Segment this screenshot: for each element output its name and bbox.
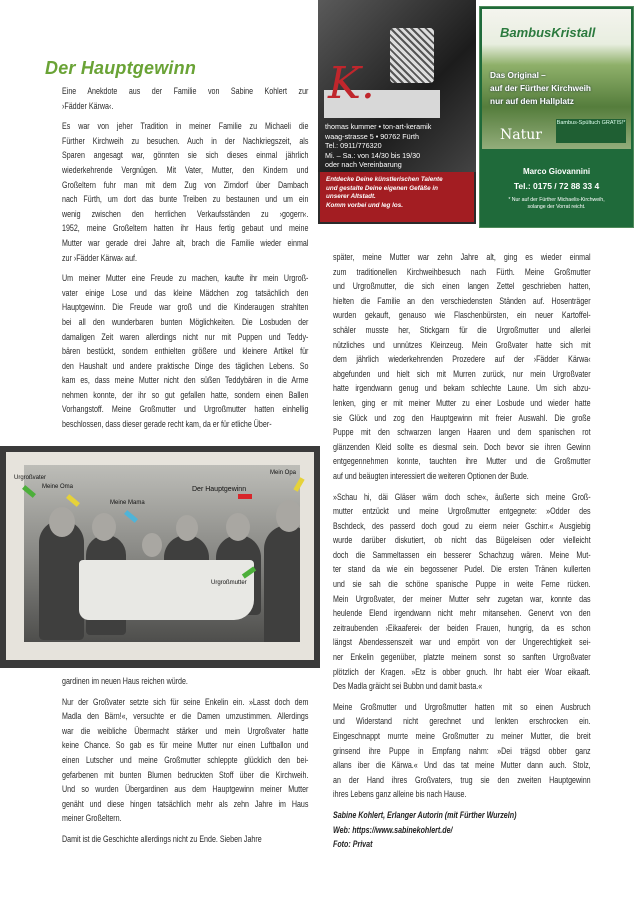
- text-line: an der Hand ihres Großvaters, trug sie den zweiten Hauptgewinn: [333, 774, 591, 785]
- ad-headline-line: nur auf dem Hallplatz: [490, 96, 574, 106]
- text-line: Sparen angesagt war, gönnten sie sich dieses einmal jährlich: [62, 150, 309, 161]
- text-line: wenig zwischen den herrlichen Verkaufsständen zu ›gogern‹.: [62, 208, 309, 219]
- text-line: Um meiner Mutter eine Freude zu machen, kaufte ihr mein Urgroß-: [62, 273, 309, 284]
- ad-natur-text: Natur: [500, 127, 542, 143]
- text-line: wurde darüber diskutiert, ob nicht das Bügeleisen oder vielleicht: [333, 535, 591, 546]
- text-line: glänzenden Kleid sollte es diesmal sein. Doch bevor sie ihren Gewinn: [333, 441, 591, 452]
- photo-label-mama: Meine Mama: [110, 500, 145, 506]
- paragraph: [333, 700, 591, 802]
- text-line: ter stand da wie ein begossener Pudel. Die ersten Tränen kullerten: [333, 564, 591, 575]
- text-line: ner Enkelin gegenüber, platzte meinem sonst so sanften Urgroßvater: [333, 652, 591, 663]
- text-line: zeitraubenden ›Eikaaferei‹ der beiden Frauen, hungrig, da es schon: [333, 622, 591, 633]
- text-line: hielten die Familie an den verschiedensten Ständen auf. Hosenträger: [333, 295, 591, 306]
- text-line: zum traditionellen Kirchweihbesuch nach Fürth. Meine Großmutter: [333, 266, 591, 277]
- person-head: [49, 507, 75, 537]
- photo-image: [24, 465, 300, 642]
- text-line: meiner Großeltern.: [62, 813, 122, 824]
- ad-info-line: waag-strasse 5 • 90762 Fürth: [325, 131, 420, 141]
- ad-contact-info: [325, 122, 431, 170]
- text-line: und Urgroßmutter, die sich einen langen Zettel geschrieben hatten,: [333, 281, 591, 292]
- ad-slogan-line: Entdecke Deine künstlerischen Talente: [326, 176, 443, 183]
- ad-headline-line: Das Original –: [490, 70, 546, 80]
- text-line: später, meine Mutter war zehn Jahre alt, ging es wieder einmal: [333, 252, 591, 262]
- ad-footnote: [480, 197, 633, 211]
- ad-slogan-line: Komm vorbei und leg los.: [326, 202, 403, 210]
- text-line: beschlossen, dass dieser gerade recht kam, da er für etliche Über-: [62, 419, 272, 430]
- text-line: Foto: Privat: [333, 839, 373, 850]
- text-line: Nur der Großvater setzte sich für seine Enkelin ein. »Lasst doch dem: [62, 696, 309, 707]
- text-line: Hauptgewinn. Die Freude war groß und die Kinderaugen strahlten: [62, 302, 309, 313]
- text-line: grinsend ihre Puppe in Empfang nahm: »Dei trägsd obber ganz: [333, 745, 591, 756]
- text-line: zur ›Fädder Kärwa‹ auf.: [62, 252, 137, 263]
- text-line: 1952, meine Großeltern hatten ihr Haus fertig gebaut und meine: [62, 223, 309, 234]
- paragraph: [333, 250, 591, 484]
- ad-headline: [490, 69, 591, 108]
- paragraph: [62, 271, 308, 432]
- article-column-left-bottom: [62, 674, 308, 853]
- text-line: längst Abendessenszeit war und empört von der Ungerechtigkeit sei-: [333, 637, 591, 648]
- text-line: schäler musste her, Stickgarn für die Urgroßmutter und allerlei: [333, 324, 591, 335]
- text-line: nach Fürth, um dort das bunte Treiben zu bestaunen und um ein: [62, 194, 309, 205]
- ad-footnote-line: * Nur auf der Fürther Michaelis-Kirchweih,: [508, 197, 605, 203]
- text-line: und sie sah die schöne spanische Puppe in weite Ferne rücken.: [333, 579, 591, 590]
- person-head: [176, 515, 198, 541]
- text-line: abgefunden und hielt sich mit Murren zurück, nur mein Urgroßvater: [333, 368, 591, 379]
- text-line: und Widerstand nicht gerechnet und lenkten erschrocken ein.: [333, 716, 591, 727]
- ceramic-vase-image: [390, 28, 434, 83]
- text-line: Es war von jeher Tradition in meiner Familie zu Michaeli die: [62, 121, 309, 132]
- text-line: Damit ist die Geschichte allerdings nicht zu Ende. Sieben Jahre: [62, 833, 262, 844]
- paragraph: [62, 832, 308, 847]
- photo-label-oma: Meine Oma: [42, 484, 74, 490]
- ad-slogan-box: [320, 172, 474, 222]
- text-line: Mutter war gerade drei Jahre alt, brach die Familie wieder einmal: [62, 237, 309, 248]
- article-column-left-top: [62, 84, 308, 438]
- paragraph: [62, 119, 308, 265]
- text-line: ›Fädder Kärwa‹.: [62, 100, 114, 111]
- text-line: einen Lutscher und meine Großmutter schleppte glücklich den bei-: [62, 754, 309, 765]
- text-line[interactable]: Web: https://www.sabinekohlert.de/: [333, 824, 453, 835]
- text-line: ihres Lebens ganz alleine bis nach Hause.: [333, 789, 467, 800]
- text-line: Madla den Bärn!«, versuchte er die Damen umzustimmen. Allerdings: [62, 711, 309, 722]
- person-urgrossvater: [39, 520, 84, 640]
- paragraph: [333, 490, 591, 694]
- text-line: sie Glück und zog den Hauptgewinn mit freier Auswahl. Die große: [333, 412, 591, 423]
- text-line: allans iber die Kärwa.« Und das tat meine Mutter dann auch. Stolz,: [333, 760, 591, 771]
- person-head: [226, 513, 250, 541]
- text-line: Des Madla gräicht sei Bubbn und damit basta.«: [333, 681, 483, 692]
- text-line: vater einige Lose und das kleine Mädchen zog tatsächlich den: [62, 287, 309, 298]
- text-line: nützliches und unnützes Kleinzeug. Mein Großvater hatte sich mit: [333, 339, 591, 350]
- text-line: mutter entzückt und meine Urgroßmutter entgegnete: »Odder des: [333, 506, 591, 517]
- ad-gift-badge: Bambus-Spültuch GRATIS!*: [556, 119, 626, 143]
- ad-headline-line: auf der Fürther Kirchweih: [490, 83, 591, 93]
- ad-slogan-line: unserer Altstadt.: [326, 193, 376, 201]
- text-line: Meine Großmutter und Urgroßmutter hatten mit so einen Ausbruch: [333, 701, 591, 712]
- text-line: auf und beäugten interessiert die weiteren Optionen der Bude.: [333, 470, 529, 481]
- text-line: damaligen Zeit waren allerdings nicht nur mit Puppen und Teddy-: [62, 331, 309, 342]
- signature-block: [333, 808, 591, 852]
- text-line: heulende Elend irgendwann nicht mehr mitansehen. Genervt von den: [333, 608, 591, 619]
- photo-label-urgrossvater: Urgroßvater: [14, 475, 47, 481]
- text-line: Sabine Kohlert, Erlanger Autorin (mit Fürther Wurzeln): [333, 809, 517, 820]
- text-line: plötzlich der Kragen. »Etz is obber gnuch. Ihr habt eier Woar eikaaft.: [333, 666, 591, 677]
- text-line: Bschdeck, des passerd doch goud zu eierm neier Gschirr.« Ausgiebig: [333, 520, 591, 531]
- text-line: doch die Sammeltassen ein besserer Schachzug wären. Meine Mut-: [333, 549, 591, 560]
- person-head: [142, 533, 162, 557]
- text-line: lenken, ging er mit meiner Mutter zu einer Losbude und wieder hatte: [333, 397, 591, 408]
- ad-slogan-line: und gestalte Deine eigenen Gefäße in: [326, 184, 438, 192]
- ad-footnote-line: solange der Vorrat reicht.: [527, 204, 586, 210]
- paragraph: [62, 674, 308, 689]
- text-line: dem jährlich wiederkehrenden Prozedere auf der ›Fädder Kärwa‹: [333, 354, 591, 365]
- text-line: war die weibliche Übermacht stärker und mein Urgroßvater hatte: [62, 725, 309, 736]
- photo-label-hauptgewinn: Der Hauptgewinn: [192, 486, 247, 493]
- article-title: Der Hauptgewinn: [45, 58, 197, 78]
- paragraph: [62, 84, 308, 113]
- text-line: bären bestückt, sondern enthielten größere und kleinere Artikel für: [62, 346, 309, 357]
- text-line: Mein Urgroßvater, der meiner Mutter sehr zugetan war, konnte das: [333, 593, 591, 604]
- text-line: nehmen konnte, der ihr so gut gefallen hatte, sondern einen Ballen: [62, 389, 309, 400]
- article-column-right: [333, 250, 591, 858]
- text-line: gardinen im neuen Haus reichen würde.: [62, 676, 188, 686]
- photo-label-opa: Mein Opa: [270, 470, 297, 476]
- photo-label-urgrossmutter: Urgroßmutter: [211, 580, 247, 586]
- text-line: Vorhangstoff. Meine Großmutter und Urgroßmutter hatten einhellig: [62, 404, 309, 415]
- text-line: wurden gekauft, genauso wie Flaschenbürsten, ein neuer Kartoffel-: [333, 310, 591, 321]
- text-line: gefarbenen mit bunten Blumen bedruckten Stoff über die Kirchweih.: [62, 769, 309, 780]
- text-line: Eingeschnappt murrte meine Großmutter zu meiner Mutter, die breit: [333, 731, 591, 741]
- ad-ton-art-keramik[interactable]: [318, 0, 476, 224]
- text-line: keine Chance. So gab es für meine Mutter nur einen Luftballon und: [62, 740, 309, 751]
- text-line: Eine Anekdote aus der Familie von Sabine Kohlert zur: [62, 86, 309, 96]
- text-line: hatte irgendwann genug und bekam schlechte Laune. Um sich abzu-: [333, 383, 591, 394]
- bambus-kristall-logo: BambusKristall: [500, 25, 596, 40]
- person-head: [92, 513, 116, 541]
- text-line: Puppe mit den schwarzen langen Haaren und dem spanischen rot: [333, 427, 591, 438]
- text-line: genäht und diese hingen tatsächlich mehr als zehn Jahre im Haus: [62, 798, 309, 809]
- text-line: entgegennehmen konnte, tauchten ihre Mutter und die Großmutter: [333, 456, 591, 467]
- photo-card: [6, 452, 314, 660]
- ad-contact-name: Marco Giovannini: [522, 167, 591, 176]
- text-line: wiederkehrende Vergnügen. Mit Vater, Mutter, den Kindern und: [62, 164, 309, 175]
- keramik-logo: K.: [328, 58, 375, 109]
- text-line: bei all den wunderbaren bunten Möglichkeiten. Die Losbuden der: [62, 316, 309, 327]
- red-arrow-icon: [238, 494, 252, 499]
- text-line: Fürther Kirchweih zu besuchen. Auch in der Nachkriegszeit, als: [62, 135, 309, 146]
- family-photo: [0, 446, 320, 668]
- text-line: den Haushalt und andere praktische Dinge des täglichen Lebens. So: [62, 360, 309, 371]
- person-opa: [264, 525, 300, 642]
- photo-table: [79, 560, 254, 620]
- text-line: Und so wurden Übergardinen aus dem Hauptgewinn meiner Mutter: [62, 784, 309, 795]
- ad-info-line: oder nach Vereinbarung: [325, 160, 402, 169]
- ad-info-line: Tel.: 0911/776320: [325, 141, 382, 150]
- person-head: [276, 500, 300, 532]
- text-line: Großeltern fuhr man mit dem Zug von Zirndorf über Dambach: [62, 179, 309, 190]
- text-line: kam es, dass meine Mutter nicht den süßen Teddybären in die Arme: [62, 375, 309, 386]
- ad-info-line: Mi. – Sa.: von 14/30 bis 19/30: [325, 150, 421, 160]
- paragraph: [62, 695, 308, 826]
- text-line: »Schau hi, däi Gläser wärn doch sche«, äußerte sich meine Groß-: [333, 491, 591, 502]
- ad-bambus-kristall[interactable]: [479, 6, 634, 228]
- ad-contact-phone: Tel.: 0175 / 72 88 33 4: [513, 181, 600, 191]
- ad-info-line: thomas kummer • ton-art-keramik: [325, 122, 432, 131]
